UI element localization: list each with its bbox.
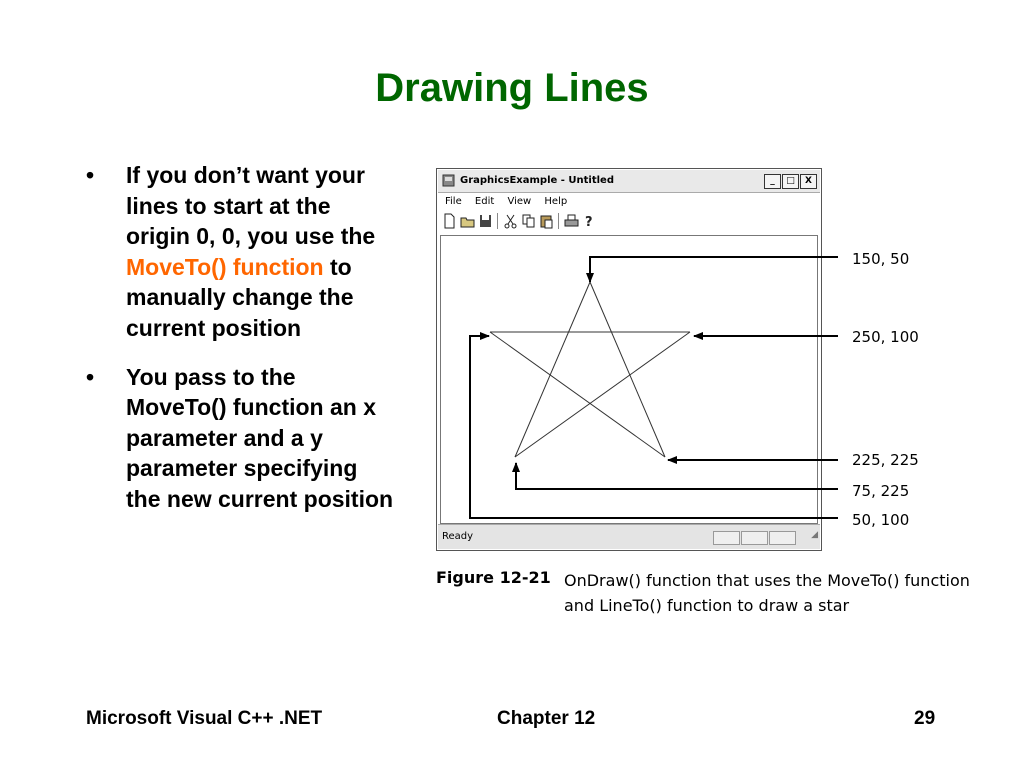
svg-text:?: ?: [585, 215, 593, 229]
maximize-button[interactable]: □: [782, 174, 799, 189]
bullet-text: You pass to the MoveTo() function an x parameter and a y parameter specifying the new current position: [126, 363, 394, 512]
footer-course: Microsoft Visual C++ .NET: [86, 708, 323, 729]
bullet-dot: •: [86, 363, 95, 390]
caption-text: OnDraw() function that uses the MoveTo() function and LineTo() function to draw a star: [564, 571, 970, 615]
slide-title: Drawing Lines: [375, 66, 649, 110]
minimize-button[interactable]: _: [764, 174, 781, 189]
coord-label: 150, 50: [852, 250, 910, 268]
close-button[interactable]: X: [800, 174, 817, 189]
coord-label: 225, 225: [852, 451, 919, 469]
callout-arrow: [590, 257, 838, 282]
caption-label: Figure 12-21: [436, 568, 551, 587]
bullet-text-continued: to manually change the current position: [126, 253, 354, 341]
window-title: GraphicsExample - Untitled: [460, 175, 614, 186]
coord-label: 50, 100: [852, 511, 910, 529]
coord-label: 75, 225: [852, 482, 910, 500]
bullet-text: If you don’t want your lines to start at the origin 0, 0, you use the: [126, 162, 376, 250]
bullet-dot: •: [86, 162, 95, 188]
menu-help[interactable]: Help: [544, 196, 568, 207]
footer-page-number: 29: [914, 708, 936, 729]
status-text: Ready: [442, 531, 474, 542]
moveto-highlight: MoveTo() function: [126, 253, 324, 280]
menu-file[interactable]: File: [445, 196, 462, 207]
menu-view[interactable]: View: [507, 196, 532, 207]
callout-arrow: [470, 336, 838, 518]
resize-grip-icon[interactable]: ◢: [811, 530, 818, 540]
menu-edit[interactable]: Edit: [474, 196, 495, 207]
footer-chapter: Chapter 12: [497, 708, 596, 729]
coord-label: 250, 100: [852, 328, 919, 346]
callout-arrow: [516, 463, 838, 489]
